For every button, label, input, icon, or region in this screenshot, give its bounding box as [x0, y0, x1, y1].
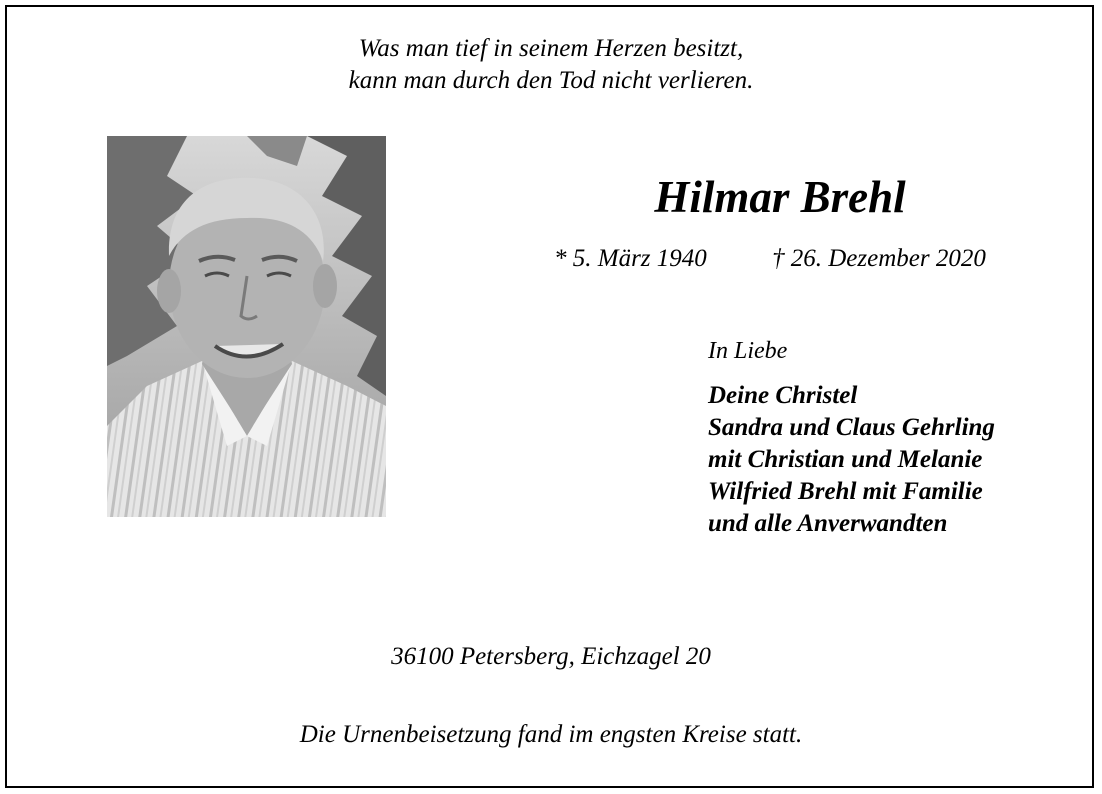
portrait-photo [107, 136, 386, 517]
deceased-name: Hilmar Brehl [654, 172, 906, 222]
death-date: † 26. Dezember 2020 [772, 245, 986, 272]
quote-line-2: kann man durch den Tod nicht verlieren. [348, 67, 754, 94]
mourner-line: Sandra und Claus Gehrling [708, 414, 995, 441]
mourner-line: Deine Christel [708, 382, 858, 409]
mourners-intro: In Liebe [708, 338, 788, 364]
mourner-line: Wilfried Brehl mit Familie [708, 478, 983, 505]
birth-date: * 5. März 1940 [554, 245, 707, 272]
portrait-photo-icon [107, 136, 386, 517]
address: 36100 Petersberg, Eichzagel 20 [391, 643, 711, 670]
mourner-line: mit Christian und Melanie [708, 446, 983, 473]
burial-note: Die Urnenbeisetzung fand im engsten Kreise statt. [299, 721, 803, 748]
mourner-line: und alle Anverwandten [708, 510, 948, 537]
mourners-list [708, 380, 995, 540]
quote-line-1: Was man tief in seinem Herzen besitzt, [358, 35, 744, 62]
